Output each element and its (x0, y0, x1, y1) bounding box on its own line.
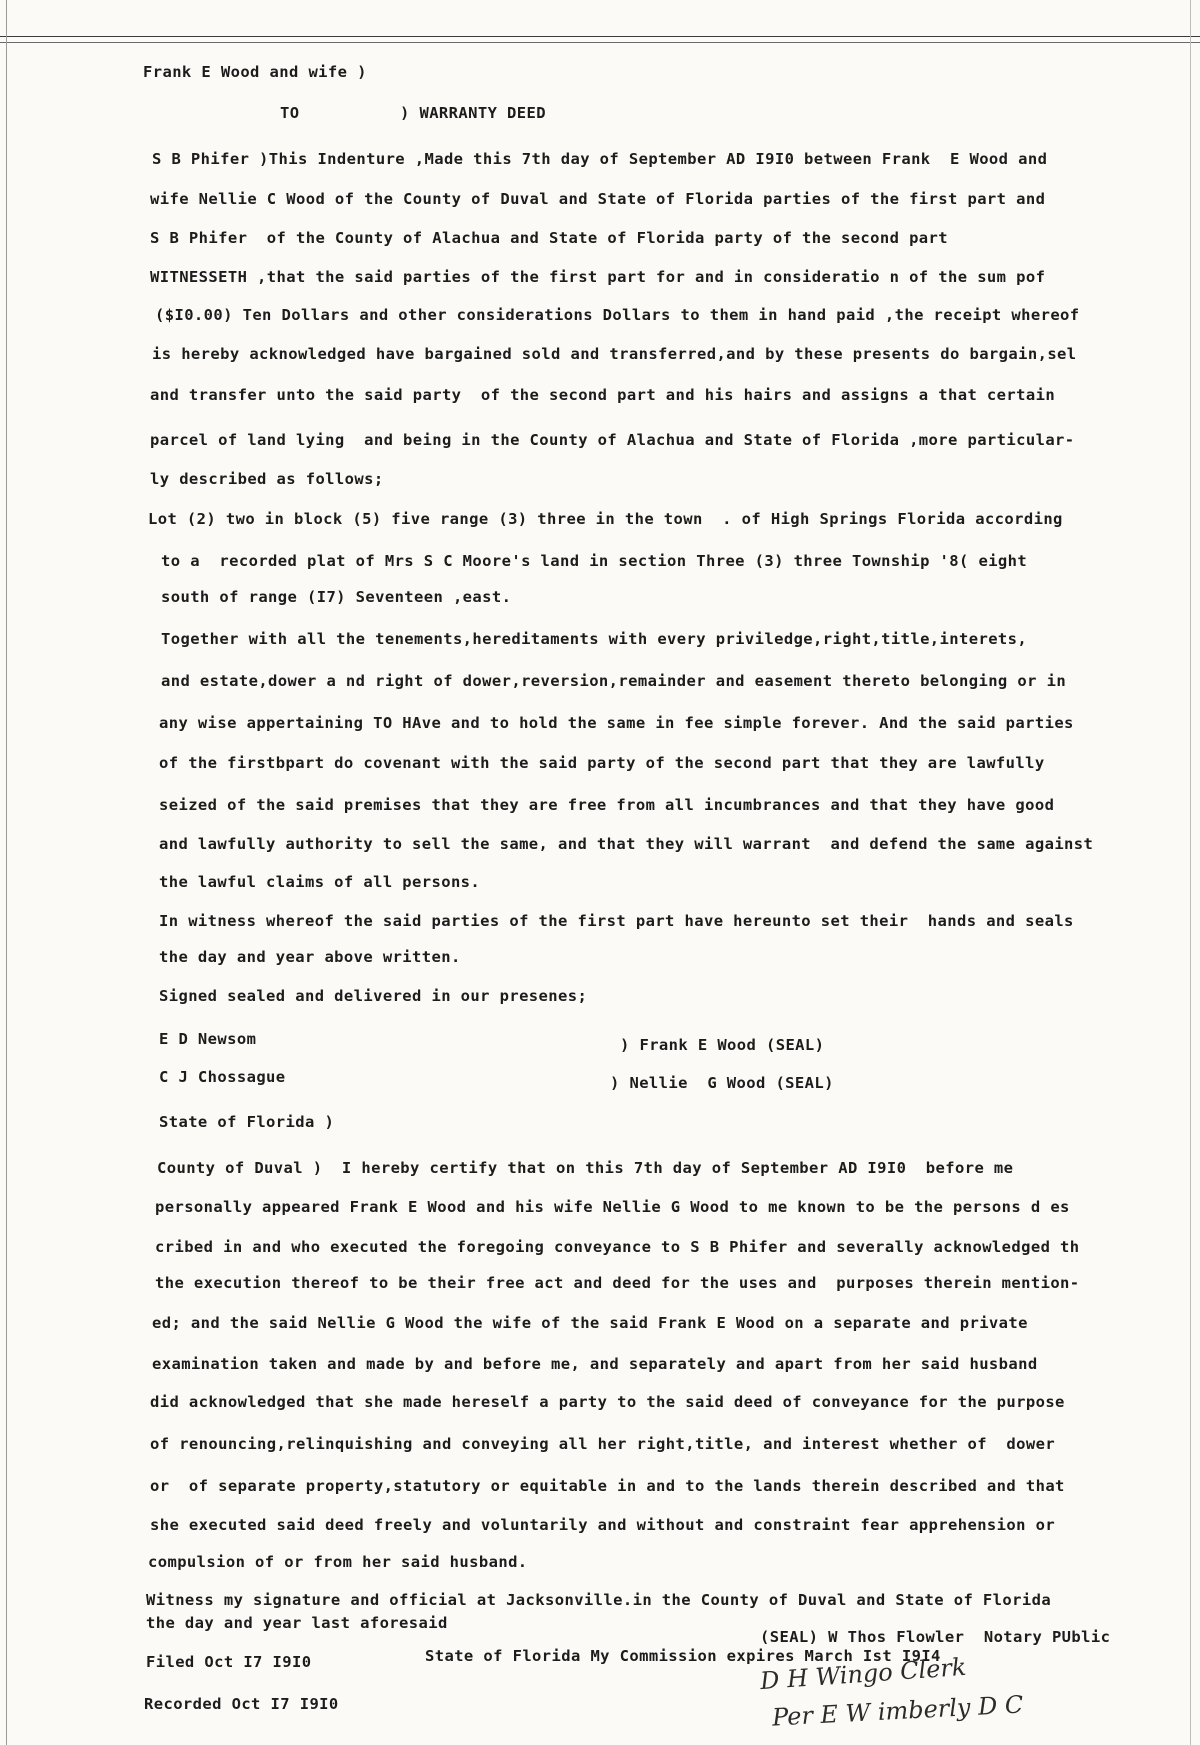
ack-line-11: she executed said deed freely and voluntarily and without and constraint fear apprehension or (150, 1516, 1056, 1534)
notary-signature: (SEAL) W Thos Flowler Notary PUblic (760, 1628, 1111, 1646)
clerk-signature-handwritten: D H Wingo Clerk (759, 1652, 968, 1696)
document-title: ) WARRANTY DEED (400, 104, 546, 122)
body-line-10: Lot (2) two in block (5) five range (3) three in the town . of High Springs Florida according (148, 510, 1063, 528)
ack-line-7: examination taken and made by and before me, and separately and apart from her said husband (152, 1355, 1038, 1373)
body-line-19: the lawful claims of all persons. (159, 873, 481, 891)
body-line-16: of the firstbpart do covenant with the said party of the second part that they are lawfully (159, 754, 1045, 772)
ack-line-2: County of Duval ) I hereby certify that on this 7th day of September AD I9I0 before me (157, 1159, 1014, 1177)
body-line-3: S B Phifer of the County of Alachua and State of Florida party of the second part (150, 229, 949, 247)
ack-line-8: did acknowledged that she made hereself a party to the said deed of conveyance for the purpose (150, 1393, 1065, 1411)
left-page-edge (6, 0, 7, 1745)
body-line-13: Together with all the tenements,hereditaments with every priviledge,right,title,interets, (161, 630, 1028, 648)
body-line-2: wife Nellie C Wood of the County of Duval and State of Florida parties of the first part and (150, 190, 1046, 208)
signature-nellie-wood: ) Nellie G Wood (SEAL) (610, 1074, 834, 1092)
body-line-18: and lawfully authority to sell the same, and that they will warrant and defend the same against (159, 835, 1094, 853)
body-line-21: the day and year above written. (159, 948, 461, 966)
witness-2: C J Chossague (159, 1068, 286, 1086)
recorded-date: Recorded Oct I7 I9I0 (144, 1695, 339, 1713)
ack-line-10: or of separate property,statutory or equitable in and to the lands therein described and that (150, 1477, 1065, 1495)
body-line-17: seized of the said premises that they are free from all incumbrances and that they have good (159, 796, 1055, 814)
ack-line-12: compulsion of or from her said husband. (148, 1553, 528, 1571)
top-border-line (0, 36, 1200, 37)
body-line-8: parcel of land lying and being in the County of Alachua and State of Florida ,more particular- (150, 431, 1075, 449)
right-page-edge (1190, 0, 1191, 1745)
body-line-22: Signed sealed and delivered in our presenes; (159, 987, 588, 1005)
header-to: TO (280, 104, 300, 122)
body-line-4: WITNESSETH ,that the said parties of the first part for and in consideratio n of the sum pof (150, 268, 1046, 286)
ack-line-13: Witness my signature and official at Jacksonville.in the County of Duval and State of Florida (146, 1591, 1052, 1609)
witness-1: E D Newsom (159, 1030, 257, 1048)
ack-line-4: cribed in and who executed the foregoing conveyance to S B Phifer and severally acknowledged th (155, 1238, 1080, 1256)
deputy-clerk-handwritten: Per E W imberly D C (771, 1690, 1024, 1732)
notary-commission: State of Florida My Commission expires March Ist I9I4 (425, 1647, 941, 1665)
ack-line-9: of renouncing,relinquishing and conveying all her right,title, and interest whether of dower (150, 1435, 1056, 1453)
ack-line-6: ed; and the said Nellie G Wood the wife of the said Frank E Wood on a separate and private (152, 1314, 1028, 1332)
body-line-1: S B Phifer )This Indenture ,Made this 7th day of September AD I9I0 between Frank E Wood and (152, 150, 1048, 168)
body-line-11: to a recorded plat of Mrs S C Moore's land in section Three (3) three Township '8( eight (161, 552, 1028, 570)
body-line-7: and transfer unto the said party of the second part and his hairs and assigns a that certain (150, 386, 1056, 404)
body-line-9: ly described as follows; (150, 470, 384, 488)
header-party-first: Frank E Wood and wife ) (143, 63, 367, 81)
body-line-6: is hereby acknowledged have bargained sold and transferred,and by these presents do bargain,sel (152, 345, 1077, 363)
ack-line-14: the day and year last aforesaid (146, 1614, 448, 1632)
signature-frank-wood: ) Frank E Wood (SEAL) (620, 1036, 825, 1054)
body-line-20: In witness whereof the said parties of the first part have hereunto set their hands and seals (159, 912, 1074, 930)
ack-line-1: State of Florida ) (159, 1113, 335, 1131)
ack-line-3: personally appeared Frank E Wood and his wife Nellie G Wood to me known to be the persons d es (155, 1198, 1070, 1216)
top-border-line-inner (0, 42, 1200, 43)
body-line-12: south of range (I7) Seventeen ,east. (161, 588, 512, 606)
ack-line-5: the execution thereof to be their free act and deed for the uses and purposes therein mention- (155, 1274, 1080, 1292)
filed-date: Filed Oct I7 I9I0 (146, 1653, 312, 1671)
body-line-14: and estate,dower a nd right of dower,reversion,remainder and easement thereto belonging or in (161, 672, 1067, 690)
body-line-15: any wise appertaining TO HAve and to hold the same in fee simple forever. And the said parties (159, 714, 1074, 732)
body-line-5: ($I0.00) Ten Dollars and other considerations Dollars to them in hand paid ,the receipt whereof (155, 306, 1080, 324)
